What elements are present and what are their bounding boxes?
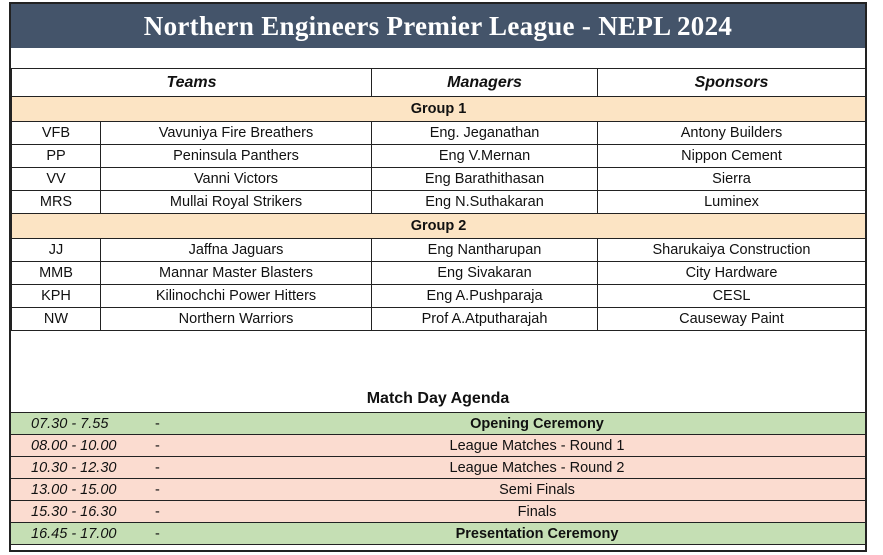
- team-row: [12, 191, 866, 214]
- team-sponsor: Sharukaiya Construction: [598, 239, 866, 262]
- team-row: [12, 145, 866, 168]
- agenda-event: Opening Ceremony: [209, 413, 865, 435]
- team-code: PP: [12, 145, 101, 168]
- agenda-title: Match Day Agenda: [366, 390, 510, 407]
- team-sponsor: City Hardware: [598, 262, 866, 285]
- agenda-event: League Matches - Round 1: [209, 435, 865, 457]
- team-manager: Eng Sivakaran: [372, 262, 598, 285]
- team-manager: Eng A.Pushparaja: [372, 285, 598, 308]
- teams-header-row: [12, 69, 866, 97]
- team-code: KPH: [12, 285, 101, 308]
- team-name: Northern Warriors: [101, 308, 372, 331]
- agenda-time: 08.00 - 10.00: [11, 435, 149, 457]
- team-code: MRS: [12, 191, 101, 214]
- agenda-separator: -: [149, 501, 209, 523]
- agenda-separator: -: [149, 457, 209, 479]
- group-label: Group 2: [12, 214, 866, 239]
- team-row: [12, 168, 866, 191]
- agenda-time: 13.00 - 15.00: [11, 479, 149, 501]
- agenda-row: [11, 413, 865, 435]
- team-name: Vavuniya Fire Breathers: [101, 122, 372, 145]
- team-manager: Eng V.Mernan: [372, 145, 598, 168]
- page-title: Northern Engineers Premier League - NEPL 2024: [11, 4, 865, 48]
- team-row: [12, 122, 866, 145]
- team-name: Peninsula Panthers: [101, 145, 372, 168]
- nepl-sheet: [9, 2, 867, 552]
- team-code: MMB: [12, 262, 101, 285]
- team-sponsor: Nippon Cement: [598, 145, 866, 168]
- team-name: Mullai Royal Strikers: [101, 191, 372, 214]
- agenda-separator: -: [149, 435, 209, 457]
- team-manager: Eng Barathithasan: [372, 168, 598, 191]
- team-name: Mannar Master Blasters: [101, 262, 372, 285]
- agenda-row: [11, 479, 865, 501]
- team-sponsor: Causeway Paint: [598, 308, 866, 331]
- header-teams: Teams: [12, 69, 372, 97]
- team-manager: Prof A.Atputharajah: [372, 308, 598, 331]
- agenda-event: League Matches - Round 2: [209, 457, 865, 479]
- agenda-time: 07.30 - 7.55: [11, 413, 149, 435]
- team-code: JJ: [12, 239, 101, 262]
- agenda-event: Finals: [209, 501, 865, 523]
- team-name: Kilinochchi Power Hitters: [101, 285, 372, 308]
- team-row: [12, 239, 866, 262]
- team-manager: Eng. Jeganathan: [372, 122, 598, 145]
- team-row: [12, 285, 866, 308]
- agenda-time: 10.30 - 12.30: [11, 457, 149, 479]
- teams-table: [11, 68, 866, 331]
- team-sponsor: Sierra: [598, 168, 866, 191]
- team-name: Jaffna Jaguars: [101, 239, 372, 262]
- group-row: [12, 97, 866, 122]
- team-sponsor: CESL: [598, 285, 866, 308]
- team-row: [12, 308, 866, 331]
- team-code: VV: [12, 168, 101, 191]
- agenda-row: [11, 435, 865, 457]
- agenda-row: [11, 457, 865, 479]
- agenda-separator: -: [149, 413, 209, 435]
- agenda-row: [11, 523, 865, 545]
- group-label: Group 1: [12, 97, 866, 122]
- agenda-time: 15.30 - 16.30: [11, 501, 149, 523]
- team-code: VFB: [12, 122, 101, 145]
- team-code: NW: [12, 308, 101, 331]
- agenda-table: [11, 412, 865, 545]
- agenda-event: Presentation Ceremony: [209, 523, 865, 545]
- team-manager: Eng Nantharupan: [372, 239, 598, 262]
- group-row: [12, 214, 866, 239]
- team-row: [12, 262, 866, 285]
- team-sponsor: Luminex: [598, 191, 866, 214]
- agenda-separator: -: [149, 479, 209, 501]
- agenda-event: Semi Finals: [209, 479, 865, 501]
- header-managers: Managers: [372, 69, 598, 97]
- agenda-time: 16.45 - 17.00: [11, 523, 149, 545]
- agenda-separator: -: [149, 523, 209, 545]
- header-sponsors: Sponsors: [598, 69, 866, 97]
- team-sponsor: Antony Builders: [598, 122, 866, 145]
- agenda-row: [11, 501, 865, 523]
- team-name: Vanni Victors: [101, 168, 372, 191]
- team-manager: Eng N.Suthakaran: [372, 191, 598, 214]
